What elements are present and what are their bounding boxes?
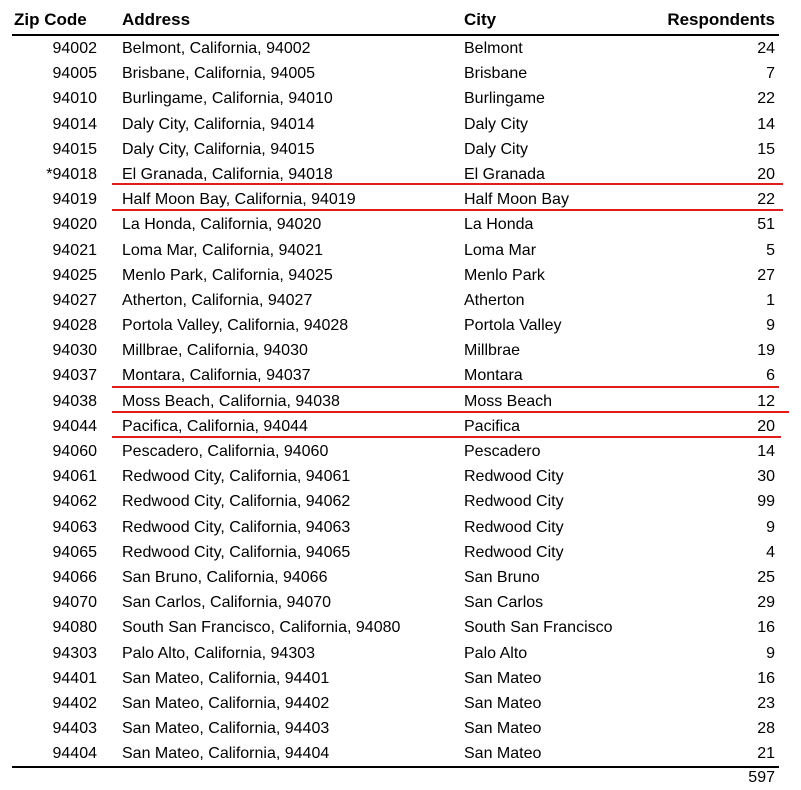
zip-cell: 94063 [52,518,97,536]
zip-cell: 94025 [52,266,97,284]
address-cell: Burlingame, California, 94010 [122,90,333,108]
header-city: City [464,10,497,29]
address-cell: Montara, California, 94037 [122,367,311,385]
table-row [12,112,779,137]
table-row [12,741,779,766]
address-cell: Pacifica, California, 94044 [122,417,308,435]
address-cell: Menlo Park, California, 94025 [122,266,333,284]
zip-cell: 94037 [52,367,97,385]
zip-cell: 94015 [52,140,97,158]
address-cell: Pescadero, California, 94060 [122,443,329,460]
city-cell: San Mateo [464,694,542,712]
table-row [12,338,779,363]
respondents-cell: 23 [757,694,775,712]
city-cell: San Bruno [464,568,540,586]
city-cell: Pescadero [464,443,541,460]
table-row [12,288,779,313]
address-cell: Redwood City, California, 94065 [122,543,351,561]
respondents-cell: 4 [766,543,775,561]
address-cell: Atherton, California, 94027 [122,291,313,309]
zip-cell: 94021 [52,241,97,259]
zip-cell: 94080 [52,619,97,637]
address-cell: Daly City, California, 94015 [122,140,315,158]
respondents-cell: 9 [766,317,775,335]
city-cell: Palo Alto [464,644,528,662]
respondents-cell: 7 [766,65,775,83]
highlight-underline [112,209,783,211]
city-cell: San Mateo [464,669,542,687]
address-cell: La Honda, California, 94020 [122,216,322,234]
address-cell: South San Francisco, California, 94080 [122,619,401,637]
respondents-cell: 14 [757,443,775,460]
address-cell: El Granada, California, 94018 [122,165,333,183]
table-header-row [12,6,779,36]
zip-cell: 94062 [52,493,97,511]
respondents-cell: 5 [766,241,775,259]
city-cell: Millbrae [464,342,521,360]
city-cell: Menlo Park [464,266,545,284]
respondents-cell: 12 [757,392,775,410]
highlight-underline [112,436,781,438]
zip-cell: 94402 [52,694,97,712]
city-cell: Burlingame [464,90,545,108]
table-row [12,489,779,514]
header-respondents: Respondents [667,10,775,29]
zip-cell: 94065 [52,543,97,561]
table-body [12,36,779,766]
table-row [12,137,779,162]
respondents-cell: 6 [766,367,775,385]
address-cell: Millbrae, California, 94030 [122,342,308,360]
zip-cell: 94028 [52,317,97,335]
respondents-cell: 20 [757,417,775,435]
zip-cell: 94070 [52,594,97,612]
zip-cell: 94403 [52,720,97,738]
respondents-cell: 14 [757,115,775,133]
address-cell: Redwood City, California, 94063 [122,518,351,536]
highlight-underline [112,411,789,413]
zip-cell: 94404 [52,745,97,763]
city-cell: Redwood City [464,518,564,536]
table-row [12,716,779,741]
respondents-cell: 9 [766,518,775,536]
respondents-total: 597 [748,769,775,786]
total-divider [12,766,779,768]
city-cell: Daly City [464,140,529,158]
city-cell: San Mateo [464,720,542,738]
respondents-cell: 22 [757,191,775,209]
table-row [12,540,779,565]
zip-cell: 94401 [52,669,97,687]
zip-cell: 94020 [52,216,97,234]
address-cell: Half Moon Bay, California, 94019 [122,191,356,209]
zip-cell: 94030 [52,342,97,360]
respondents-cell: 16 [757,619,775,637]
zip-cell: 94066 [52,568,97,586]
zip-cell: 94010 [52,90,97,108]
table-row [12,363,779,388]
city-cell: Redwood City [464,468,564,486]
table-row [12,238,779,263]
respondents-cell: 25 [757,568,775,586]
zip-cell: 94038 [52,392,97,410]
respondents-cell: 16 [757,669,775,687]
city-cell: Brisbane [464,65,528,83]
address-cell: San Mateo, California, 94404 [122,745,330,763]
city-cell: San Mateo [464,745,542,763]
table-row [12,61,779,86]
respondents-cell: 99 [757,493,775,511]
address-cell: Loma Mar, California, 94021 [122,241,323,259]
address-cell: Palo Alto, California, 94303 [122,644,316,662]
table-row [12,666,779,691]
respondents-cell: 21 [757,745,775,763]
zip-cell: 94303 [52,644,97,662]
city-cell: El Granada [464,165,545,183]
city-cell: Redwood City [464,493,564,511]
respondents-cell: 29 [757,594,775,612]
respondents-cell: 19 [757,342,775,360]
respondents-cell: 22 [757,90,775,108]
table-row [12,641,779,666]
respondents-cell: 1 [766,291,775,309]
header-address: Address [122,10,191,29]
address-cell: San Carlos, California, 94070 [122,594,332,612]
zip-cell: 94061 [52,468,97,486]
respondents-cell: 15 [757,140,775,158]
zip-cell: 94005 [52,65,97,83]
table-row [12,464,779,489]
highlight-underline [112,386,779,388]
respondents-cell: 30 [757,468,775,486]
respondents-cell: 51 [757,216,775,234]
highlight-underline [112,183,783,185]
city-cell: Moss Beach [464,392,553,410]
city-cell: La Honda [464,216,534,234]
table-row [12,590,779,615]
address-cell: Brisbane, California, 94005 [122,65,316,83]
zip-cell: 94027 [52,291,97,309]
address-cell: San Bruno, California, 94066 [122,568,328,586]
table-row [12,263,779,288]
city-cell: Belmont [464,40,523,57]
table-row [12,439,779,464]
city-cell: South San Francisco [464,619,613,637]
city-cell: Atherton [464,291,525,309]
city-cell: Daly City [464,115,529,133]
city-cell: Half Moon Bay [464,191,569,209]
zip-cell: 94002 [52,40,97,57]
address-cell: Redwood City, California, 94061 [122,468,351,486]
city-cell: Portola Valley [464,317,562,335]
address-cell: Daly City, California, 94014 [122,115,315,133]
table-row [12,691,779,716]
address-cell: Belmont, California, 94002 [122,40,311,57]
zip-cell: 94019 [52,191,97,209]
respondents-cell: 20 [757,165,775,183]
respondents-cell: 28 [757,720,775,738]
table-row [12,615,779,640]
respondents-cell: 9 [766,644,775,662]
address-cell: San Mateo, California, 94402 [122,694,330,712]
respondents-cell: 24 [757,40,775,57]
address-cell: Moss Beach, California, 94038 [122,392,340,410]
zip-cell: *94018 [46,165,97,183]
table-row [12,212,779,237]
address-cell: San Mateo, California, 94403 [122,720,330,738]
address-cell: Redwood City, California, 94062 [122,493,351,511]
address-cell: Portola Valley, California, 94028 [122,317,349,335]
zip-cell: 94014 [52,115,97,133]
header-zip-code: Zip Code [14,10,87,29]
table-row [12,86,779,111]
table-row [12,313,779,338]
city-cell: San Carlos [464,594,544,612]
city-cell: Redwood City [464,543,564,561]
table-row [12,36,779,61]
table-row [12,565,779,590]
city-cell: Montara [464,367,523,385]
respondents-cell: 27 [757,266,775,284]
zip-cell: 94060 [52,443,97,460]
table-row [12,515,779,540]
address-cell: San Mateo, California, 94401 [122,669,330,687]
city-cell: Pacifica [464,417,521,435]
zip-cell: 94044 [52,417,97,435]
city-cell: Loma Mar [464,241,537,259]
